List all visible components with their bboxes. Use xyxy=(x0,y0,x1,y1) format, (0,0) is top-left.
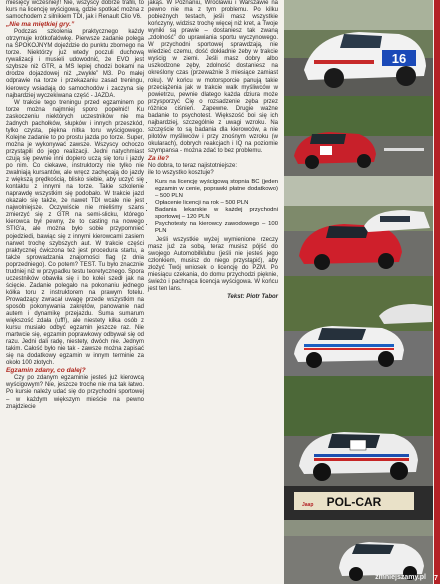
photo-strip xyxy=(284,0,433,584)
text-column-left xyxy=(6,0,144,411)
photo-red-car xyxy=(284,96,433,176)
section-heading: Egzamin zdany, co dalej? xyxy=(6,367,86,375)
page-edge-stripe xyxy=(434,0,440,584)
section-heading: „Nie ma miętkiej gry.” xyxy=(6,21,75,29)
paragraph: Czy po zdanym egzaminie jesteś już kierowcą wyścigowym? Nie, jeszcze troche nie ma tak łatwo. Po kursie należy udać się do przychodni sportowej – w każdym większym mieście na pewno znajdziecie xyxy=(6,375,144,410)
text-column-right xyxy=(148,0,278,301)
author-signature: Tekst: Piotr Tabor xyxy=(227,293,278,300)
banner-label: POL-CAR xyxy=(326,495,382,509)
paragraph: miesięcy wcześniej!! Nie, wszyscy dobrze trafili, to kurs na licencję wyścigową, gdzie spotkać można z samochodem z silnikiem TDI, jak i Renault Clio V6. xyxy=(6,0,144,21)
list-item: • Badania lekarskie w każdej przychodni sportowej – 120 PLN xyxy=(155,207,278,221)
paragraph: jakąś. W Poznaniu, Wrocławiu i Warszawie na pewno nie ma z tym problemu. Po kilku pobieżnych testach, jeśli masz wszystkie kończyny, widzisz trochę więcej niż kret, a Twoje wyniki są prawie – dostaniesz tak zwaną „zdolność” do uprawiania sportu wyczynowego. W przychodni sportowej sprawdzają, nie wiedzieć czemu, dość dokładnie żeby w trakcie wyścig w ziemi. Jeśli masz dobry albo uszkodzone zęby, zdolność dostaniesz na określony czas (przeważnie 3 miesiące zamiast roku). W końcu w motorsporcie panują takie przeciążenia jak w trakcie walk myśliwców w powietrzu, pewnie dlatego każda dziura może przysporzyć Cię o rozsadzenie zęba przez różnice ciśnień. Zapewne. Drugie ważne badanie to psychotest. Większość boi się ich najbardziej, szczególnie z uwagi wzroku. Na szczęście to są badania dla kierowców, a nie pilotów myśliwców i przy znośnym wzroku (w okularach), dobrych reakcjach i IQ na poziomie szympansa - można zdać to bez problemu. xyxy=(148,0,278,154)
footer-site-name: zmniejszamy.pl xyxy=(375,574,426,581)
list-item: • Psychotesty na kierowcy zawodowego – 100 PLN xyxy=(155,221,278,235)
banner-sign-label: Jaap xyxy=(302,502,314,508)
paragraph: Jeśli wszystkie wyżej wymienione rzeczy masz już za sobą, teraz musisz pójść do swojego Automobilklubu (jeśli nie jesteś jego członkiem, musisz do niego przystąpić), aby złożyć Twój wniosek o licencję do PZM. Po miesiącu czekania, do domu przychodzi pięknie, świeżo i pachnąca licencja wyścigowa. W końcu jest ten lans. xyxy=(148,237,278,293)
photo-bmw-cars xyxy=(284,276,433,376)
photo-race-car-16 xyxy=(284,0,433,96)
photo-bmw-m-cars xyxy=(284,376,433,486)
page-number: 7 xyxy=(434,575,438,582)
list-item: • Kurs na licencję wyścigową stopnia BC (jeden egzamin w cenie, poprawki płatne dodatkowo) – 500 PLN xyxy=(155,179,278,200)
paragraph: No dobra, to teraz najistotniejsze: xyxy=(148,163,238,170)
photo-polcar-banner xyxy=(284,486,433,584)
photo-cars-on-track xyxy=(284,176,433,276)
paragraph: Podczas szkolenia praktycznego każdy otrzymuje krótkofalówkę. Pierwsze zadanie polega na SPOKOJNYM dojeździe do punktu zbornego na torze. Niektórzy już wtedy poczuli duchową rywalizacji i musieli udowodnić, że EVO jest szybsze niż GTR, a MS lepiej chodzi bokami na drodze dojazdowej niż „zwykłe” M3. Po małej odprawie na torze i przekazaniu zasad treningu, kierowcy wsiadają do samochodów i zaczyna się najbardziej wyczekiwana część - JAZDA. xyxy=(6,29,144,99)
list-item: • Opłacenie licencji na rok – 500 PLN xyxy=(155,200,278,207)
car-number-label: 16 xyxy=(391,51,407,66)
section-heading: Za ile? xyxy=(148,155,169,163)
paragraph: ile to wszystko kosztuje? xyxy=(148,170,214,177)
price-list xyxy=(148,179,278,235)
paragraph: W trakcie tego treningu przed egzaminem po torze można najmniej sporo popełnić! Ku zaskoczeniu niektórych uczestników nie ma żadnych pachołków, słupków i innych przeszkód, tylko czysta, piękna nitka toru wyścigowego. Kolejne zadanie to po prostu jazda po torze. Super, można je wykonywać zawsze. Wszyscy ochoczo przystąpili do jego realizacji. Jedni natychmiast czują się pewnie inni dopiero uczą się toru i jazdy po nim. Co ciekawe, instruktorzy nie tylko nie zwalniają kursantów, ale wręcz zachęcają do jazdy z większą prędkością, blisko siebie, aby uczyć się kontaktu z innymi na torze. Takie szkolenie naprawdę wszystkim się podobało. W trakcie jazd okazało się także, że nawet TDI wcale nie jest najwolniejsze. Oczywiście nie mieliśmy szans zmierzyć się z GTR na semi-slicku, którego kierowca był pewny, że to casting na nowego STIG'a, ale można było sobie przypomnieć pojedziedi, bawiąc się z innymi kierowcami zasiem narwet trochę szybszych aut. W trakcie części praktycznej ćwiczona też jest procedura startu, a także sprowadzania znajomości flag (z dnia poprzedniego). Co potem? TEST. Tu było znacznie trudniej niż w przypadku testu teoretycznego. Spora uczestników obawiła się i bo kolei szedł jak na ścięcie. Zadanie polegało na pokonaniu jednego kółka toru z instruktorem na prawym fotelu. Prowadzący zwracał uwagę przede wszystkim na sposób pokonywania zakrętów, panowanie nad autem i dynamikę przejazdu. Suma sumarum większość zdała (uff!), ale niestety kilka osób z kursu musiało odbyć egzamin jeszcze raz. Nie martwcie się, egzamin poprawkowy odbywał się od razu. Jedni dali radę, niestety, dwóch nie. Jednym takim. Całość było nie tak - zawsze można zapisać się na dodatkowy egzamin w innym terminie za około 100 złotych. xyxy=(6,99,144,367)
